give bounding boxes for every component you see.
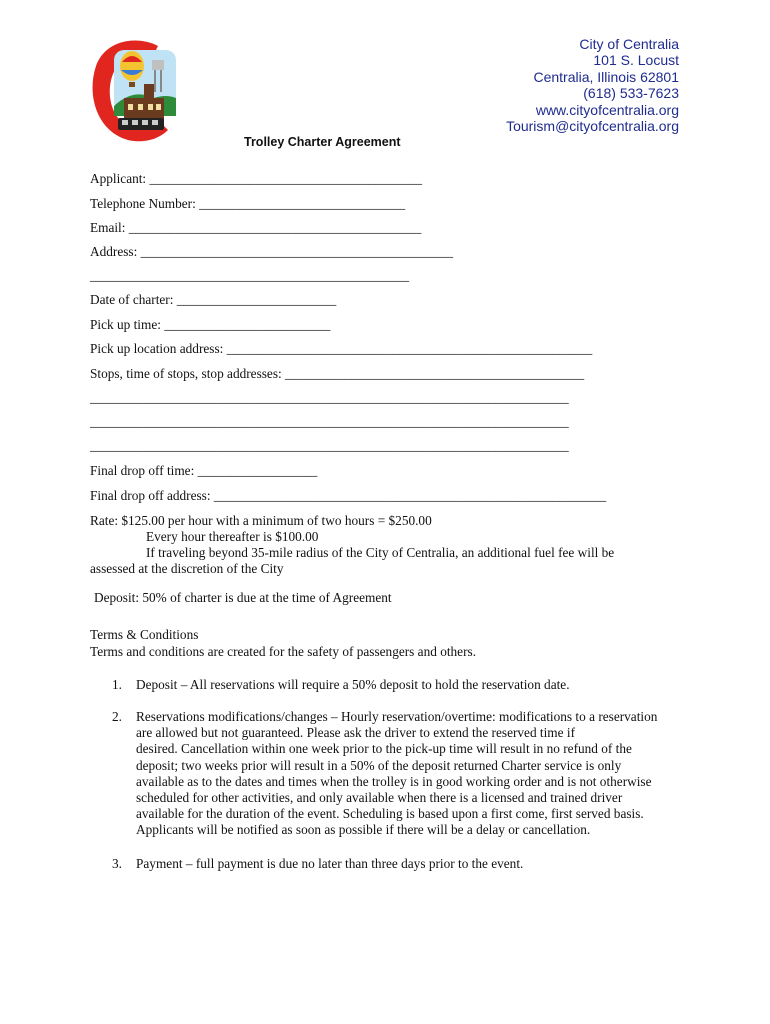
stops-line-4: ________________________________________________________________________: [90, 438, 569, 453]
item-number: 1.: [112, 677, 122, 692]
item-text: are allowed but not guaranteed. Please ask the driver to extend the reserved time if: [136, 725, 575, 741]
contact-block: [506, 36, 679, 134]
document-title: Trolley Charter Agreement: [244, 135, 401, 149]
stops-line-2: ________________________________________________________________________: [90, 390, 569, 405]
item-text: Applicants will be notified as soon as possible if there will be a delay or cancellation.: [136, 822, 591, 838]
final-drop-off-address-field: Final drop off address: ___________________________________________________________: [90, 488, 607, 503]
rate-fuel-fee: If traveling beyond 35-mile radius of the City of Centralia, an additional fuel fee will be: [146, 545, 615, 560]
item-text: desired. Cancellation within one week prior to the pick-up time will result in no refund of the: [136, 741, 632, 757]
item-text: available as to the dates and times when the trolley is in good working order and is not otherwise: [136, 773, 652, 789]
item-text: deposit; two weeks prior will result in a 50% of the deposit returned Charter service is only: [136, 757, 622, 773]
contact-phone: (618) 533-7623: [583, 85, 679, 102]
applicant-field: Applicant: _________________________________________: [90, 171, 423, 186]
contact-line: 101 S. Locust: [593, 52, 679, 69]
contact-line: City of Centralia: [579, 36, 679, 52]
date-of-charter-field: Date of charter: ________________________: [90, 292, 337, 307]
telephone-field: Telephone Number: _______________________________: [90, 196, 406, 211]
stops-line-3: ________________________________________________________________________: [90, 414, 569, 429]
item-text: Payment – full payment is due no later than three days prior to the event.: [136, 856, 524, 871]
contact-website: www.cityofcentralia.org: [535, 101, 679, 118]
rate-thereafter: Every hour thereafter is $100.00: [146, 529, 319, 544]
terms-heading: Terms & Conditions: [90, 627, 199, 642]
rate-fuel-fee-cont: assessed at the discretion of the City: [90, 561, 284, 576]
pick-up-location-field: Pick up location address: _______________________________________________________: [90, 341, 593, 356]
contact-line: Centralia, Illinois 62801: [533, 68, 679, 85]
address-line-2: ________________________________________________: [90, 268, 410, 283]
item-text: Deposit – All reservations will require a 50% deposit to hold the reservation date.: [136, 677, 570, 692]
contact-email: Tourism@cityofcentralia.org: [506, 118, 679, 135]
item-number: 2.: [112, 709, 122, 724]
item-number: 3.: [112, 856, 122, 871]
stops-field: Stops, time of stops, stop addresses: _____________________________________________: [90, 366, 585, 381]
final-drop-off-time-field: Final drop off time: __________________: [90, 463, 318, 478]
terms-intro: Terms and conditions are created for the safety of passengers and others.: [90, 644, 477, 659]
city-of-centralia-logo: [88, 36, 180, 144]
item-text: scheduled for other activities, and only available when there is a licensed and trained driver: [136, 790, 623, 806]
item-text: available for the duration of the event. Scheduling is based upon a first come, first served basis.: [136, 806, 644, 822]
deposit-line: Deposit: 50% of charter is due at the time of Agreement: [94, 590, 392, 605]
item-text: Reservations modifications/changes – Hourly reservation/overtime: modifications to a reservation: [136, 709, 658, 724]
rate-line: Rate: $125.00 per hour with a minimum of two hours = $250.00: [90, 513, 432, 528]
address-field: Address: _______________________________________________: [90, 244, 454, 259]
pick-up-time-field: Pick up time: _________________________: [90, 317, 331, 332]
email-field: Email: ____________________________________________: [90, 220, 422, 235]
